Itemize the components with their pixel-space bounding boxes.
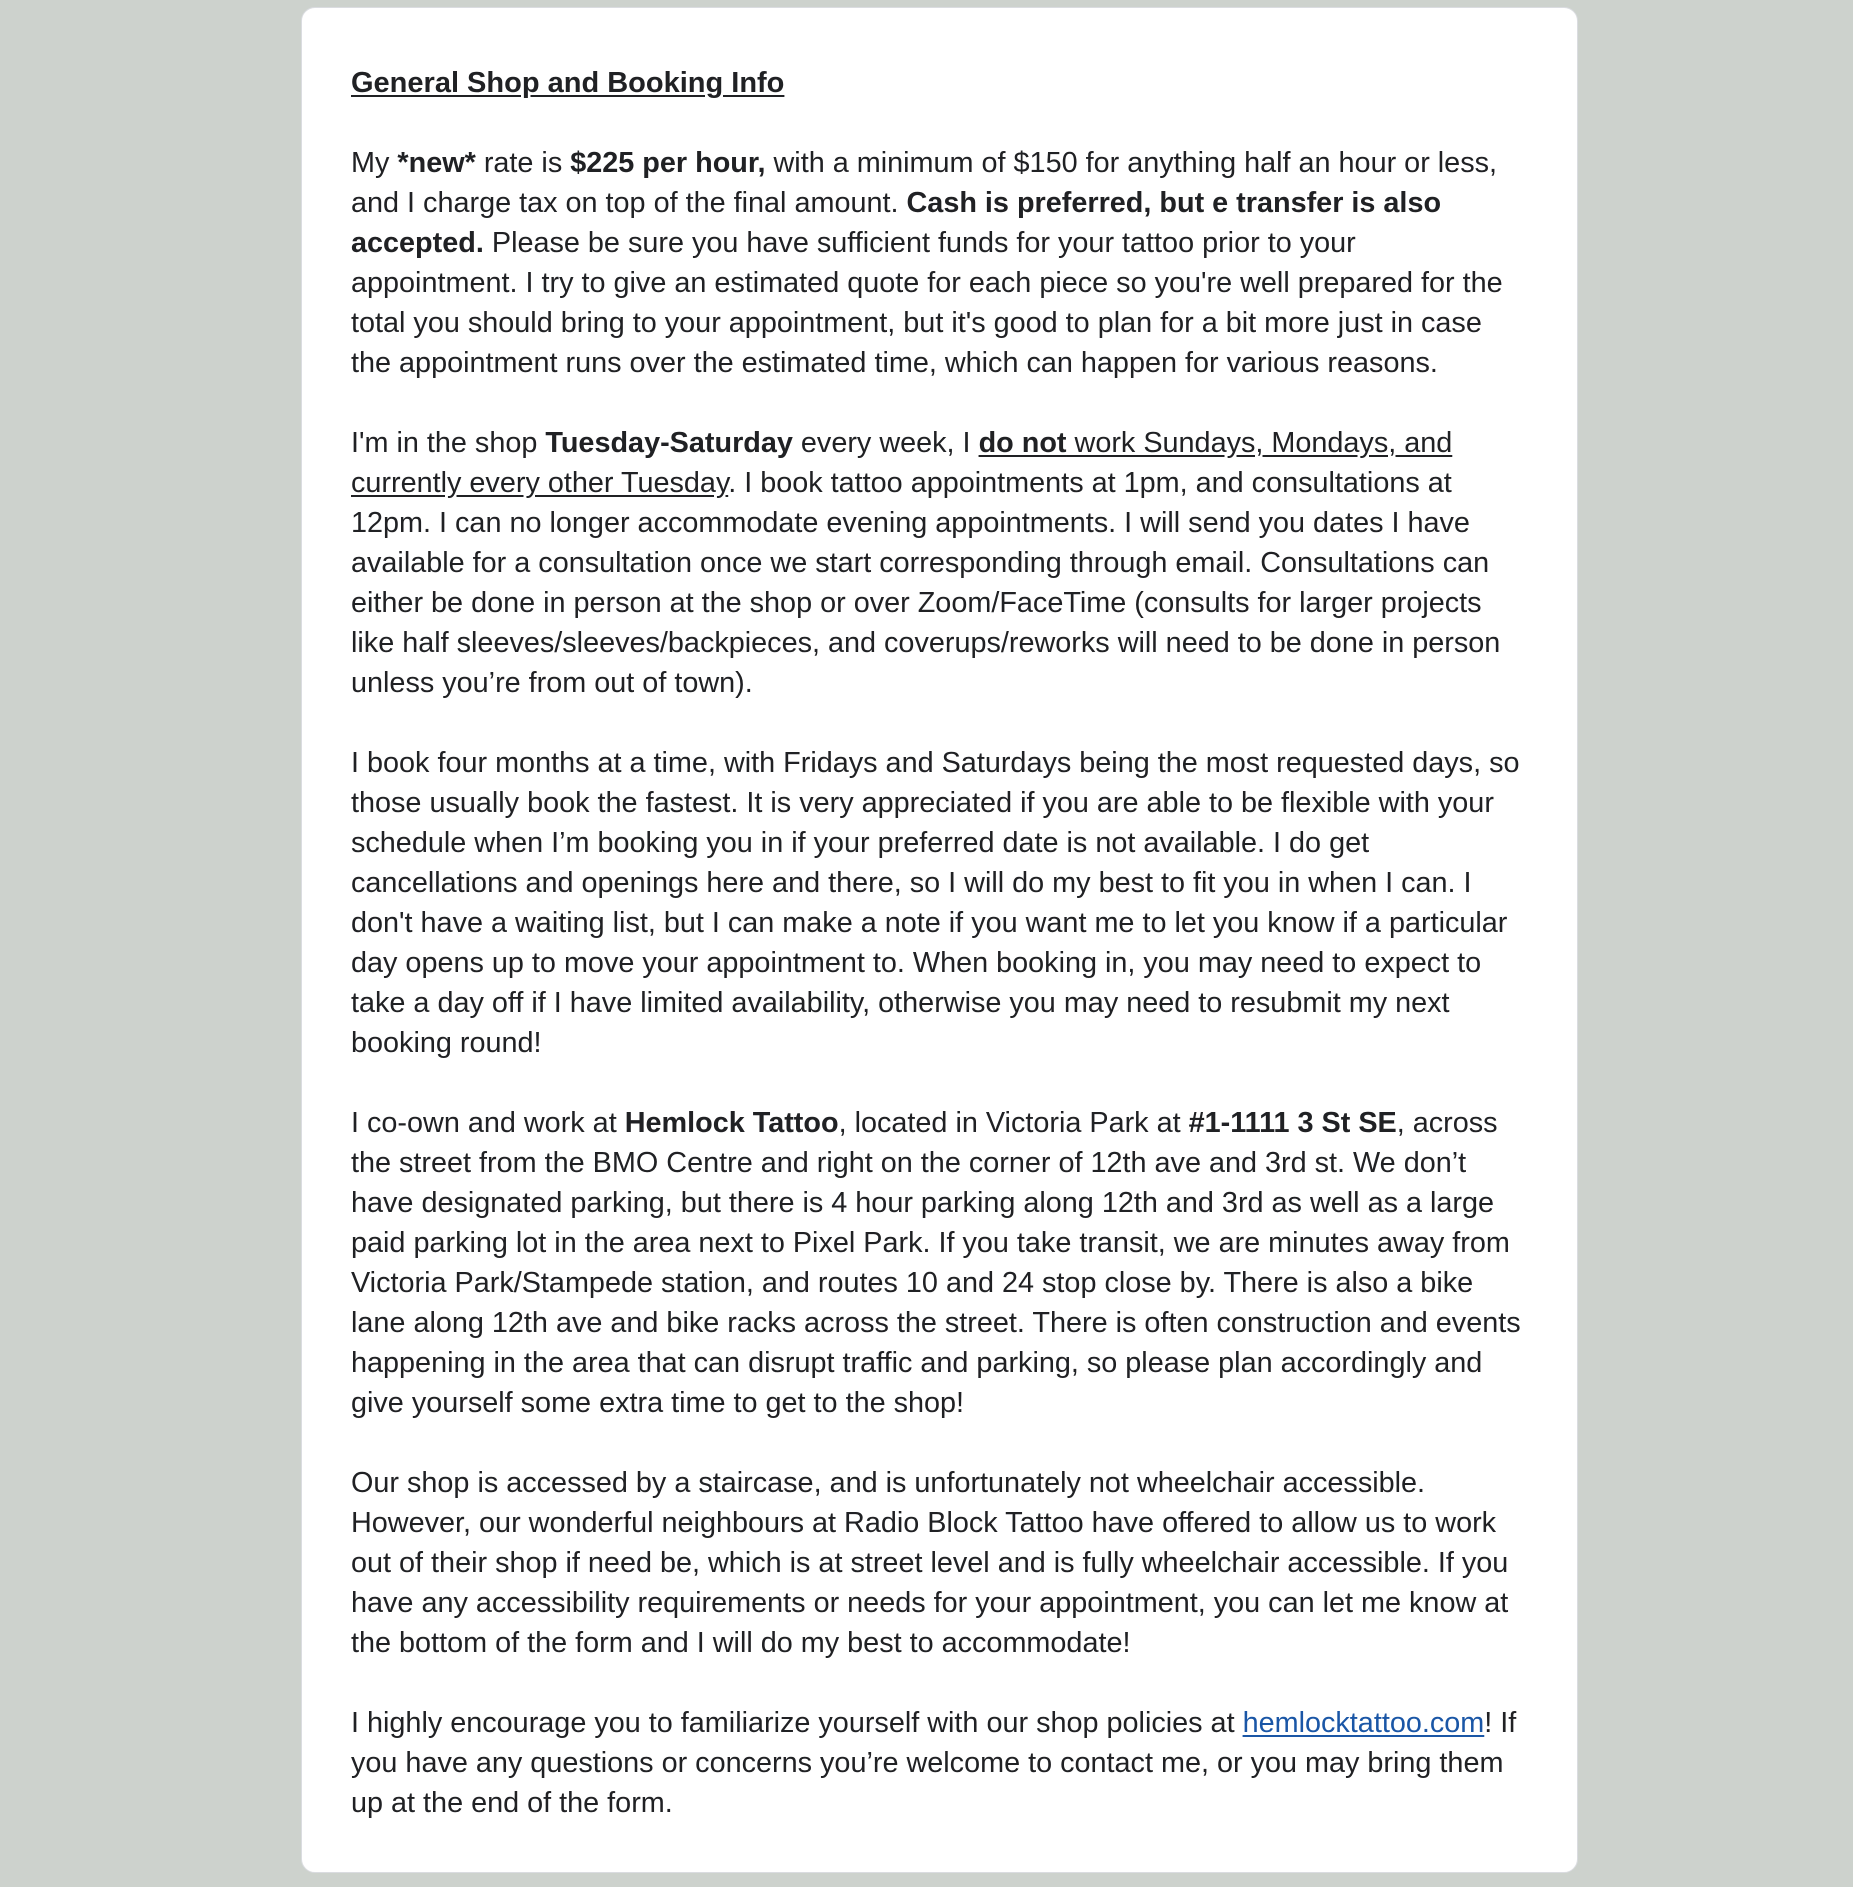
policies-text-2: ! If you have any questions or concerns you’re welcome to contact me, or you may bring them up at the end of the form. [351,1707,1517,1819]
hourly-rate: $225 per hour, [570,147,766,179]
payment-methods: Cash is preferred, but e transfer is also accepted. [351,187,1442,259]
booking-text: I book four months at a time, with Fridays and Saturdays being the most requested days, so those usually book the fastest. It is very appreciated if you are able to be flexible with your schedule when I’m booking you in if your preferred date is not available. I do get cancellations and openings here and there, so I will do my best to fit you in when I can. I don't have a waiting list, but I can make a note if you want me to let you know if a particular day opens up to move your appointment to. When booking in, you may need to expect to take a day off if I have limited availability, otherwise you may need to resubmit my next booking round! [351,747,1520,1059]
rates-text-4: Please be sure you have sufficient funds for your tattoo prior to your appointment. I try to give an estimated quote for each piece so you're well prepared for the total you should bring to your appointment, but it's good to plan for a bit more just in case the appointment runs over the estimated time, which can happen for various reasons. [351,227,1503,379]
shop-website-link[interactable]: hemlocktattoo.com [1242,1707,1485,1739]
location-text-2: , located in Victoria Park at [838,1107,1189,1139]
info-card [301,7,1578,1873]
rates-new-label: *new* [397,147,476,179]
rates-text-3: with a minimum of $150 for anything half an hour or less, and I charge tax on top of the final amount. [351,147,1497,219]
days-off: work Sundays, Mondays, and currently every other Tuesday [351,427,1453,499]
shop-address: #1-1111 3 St SE [1188,1107,1397,1139]
policies-text-1: I highly encourage you to familiarize yourself with our shop policies at [351,1707,1243,1739]
location-paragraph [351,1103,1529,1423]
rates-text-2: rate is [475,147,571,179]
accessibility-text: Our shop is accessed by a staircase, and is unfortunately not wheelchair accessible. However, our wonderful neighbours at Radio Block Tattoo have offered to allow us to work out of their shop if need be, which is at street level and is fully wheelchair accessible. If you have any accessibility requirements or needs for your appointment, you can let me know at the bottom of the form and I will do my best to accommodate! [351,1467,1509,1659]
policies-paragraph [351,1703,1529,1823]
do-not-label: do not [978,427,1067,459]
location-text-3: , across the street from the BMO Centre and right on the corner of 12th ave and 3rd st. We don’t have designated parking, but there is 4 hour parking along 12th and 3rd as well as a large paid parking lot in the area next to Pixel Park. If you take transit, we are minutes away from Victoria Park/Stampede station, and routes 10 and 24 stop close by. There is also a bike lane along 12th ave and bike racks across the street. There is often construction and events happening in the area that can disrupt traffic and parking, so please plan accordingly and give yourself some extra time to get to the shop! [351,1107,1521,1419]
schedule-text-3: . I book tattoo appointments at 1pm, and consultations at 12pm. I can no longer accommodate evening appointments. I will send you dates I have available for a consultation once we start corresponding through email. Consultations can either be done in person at the shop or over Zoom/FaceTime (consults for larger projects like half sleeves/sleeves/backpieces, and coverups/reworks will need to be done in person unless you’re from out of town). [351,467,1501,699]
section-title: General Shop and Booking Info [351,67,785,99]
schedule-paragraph [351,423,1529,703]
booking-paragraph [351,743,1529,1063]
rates-paragraph [351,143,1529,383]
working-days: Tuesday-Saturday [545,427,793,459]
rates-text-1: My [351,147,398,179]
shop-name: Hemlock Tattoo [624,1107,839,1139]
accessibility-paragraph [351,1463,1529,1663]
schedule-text-2: every week, I [792,427,979,459]
location-text-1: I co-own and work at [351,1107,625,1139]
schedule-text-1: I'm in the shop [351,427,546,459]
